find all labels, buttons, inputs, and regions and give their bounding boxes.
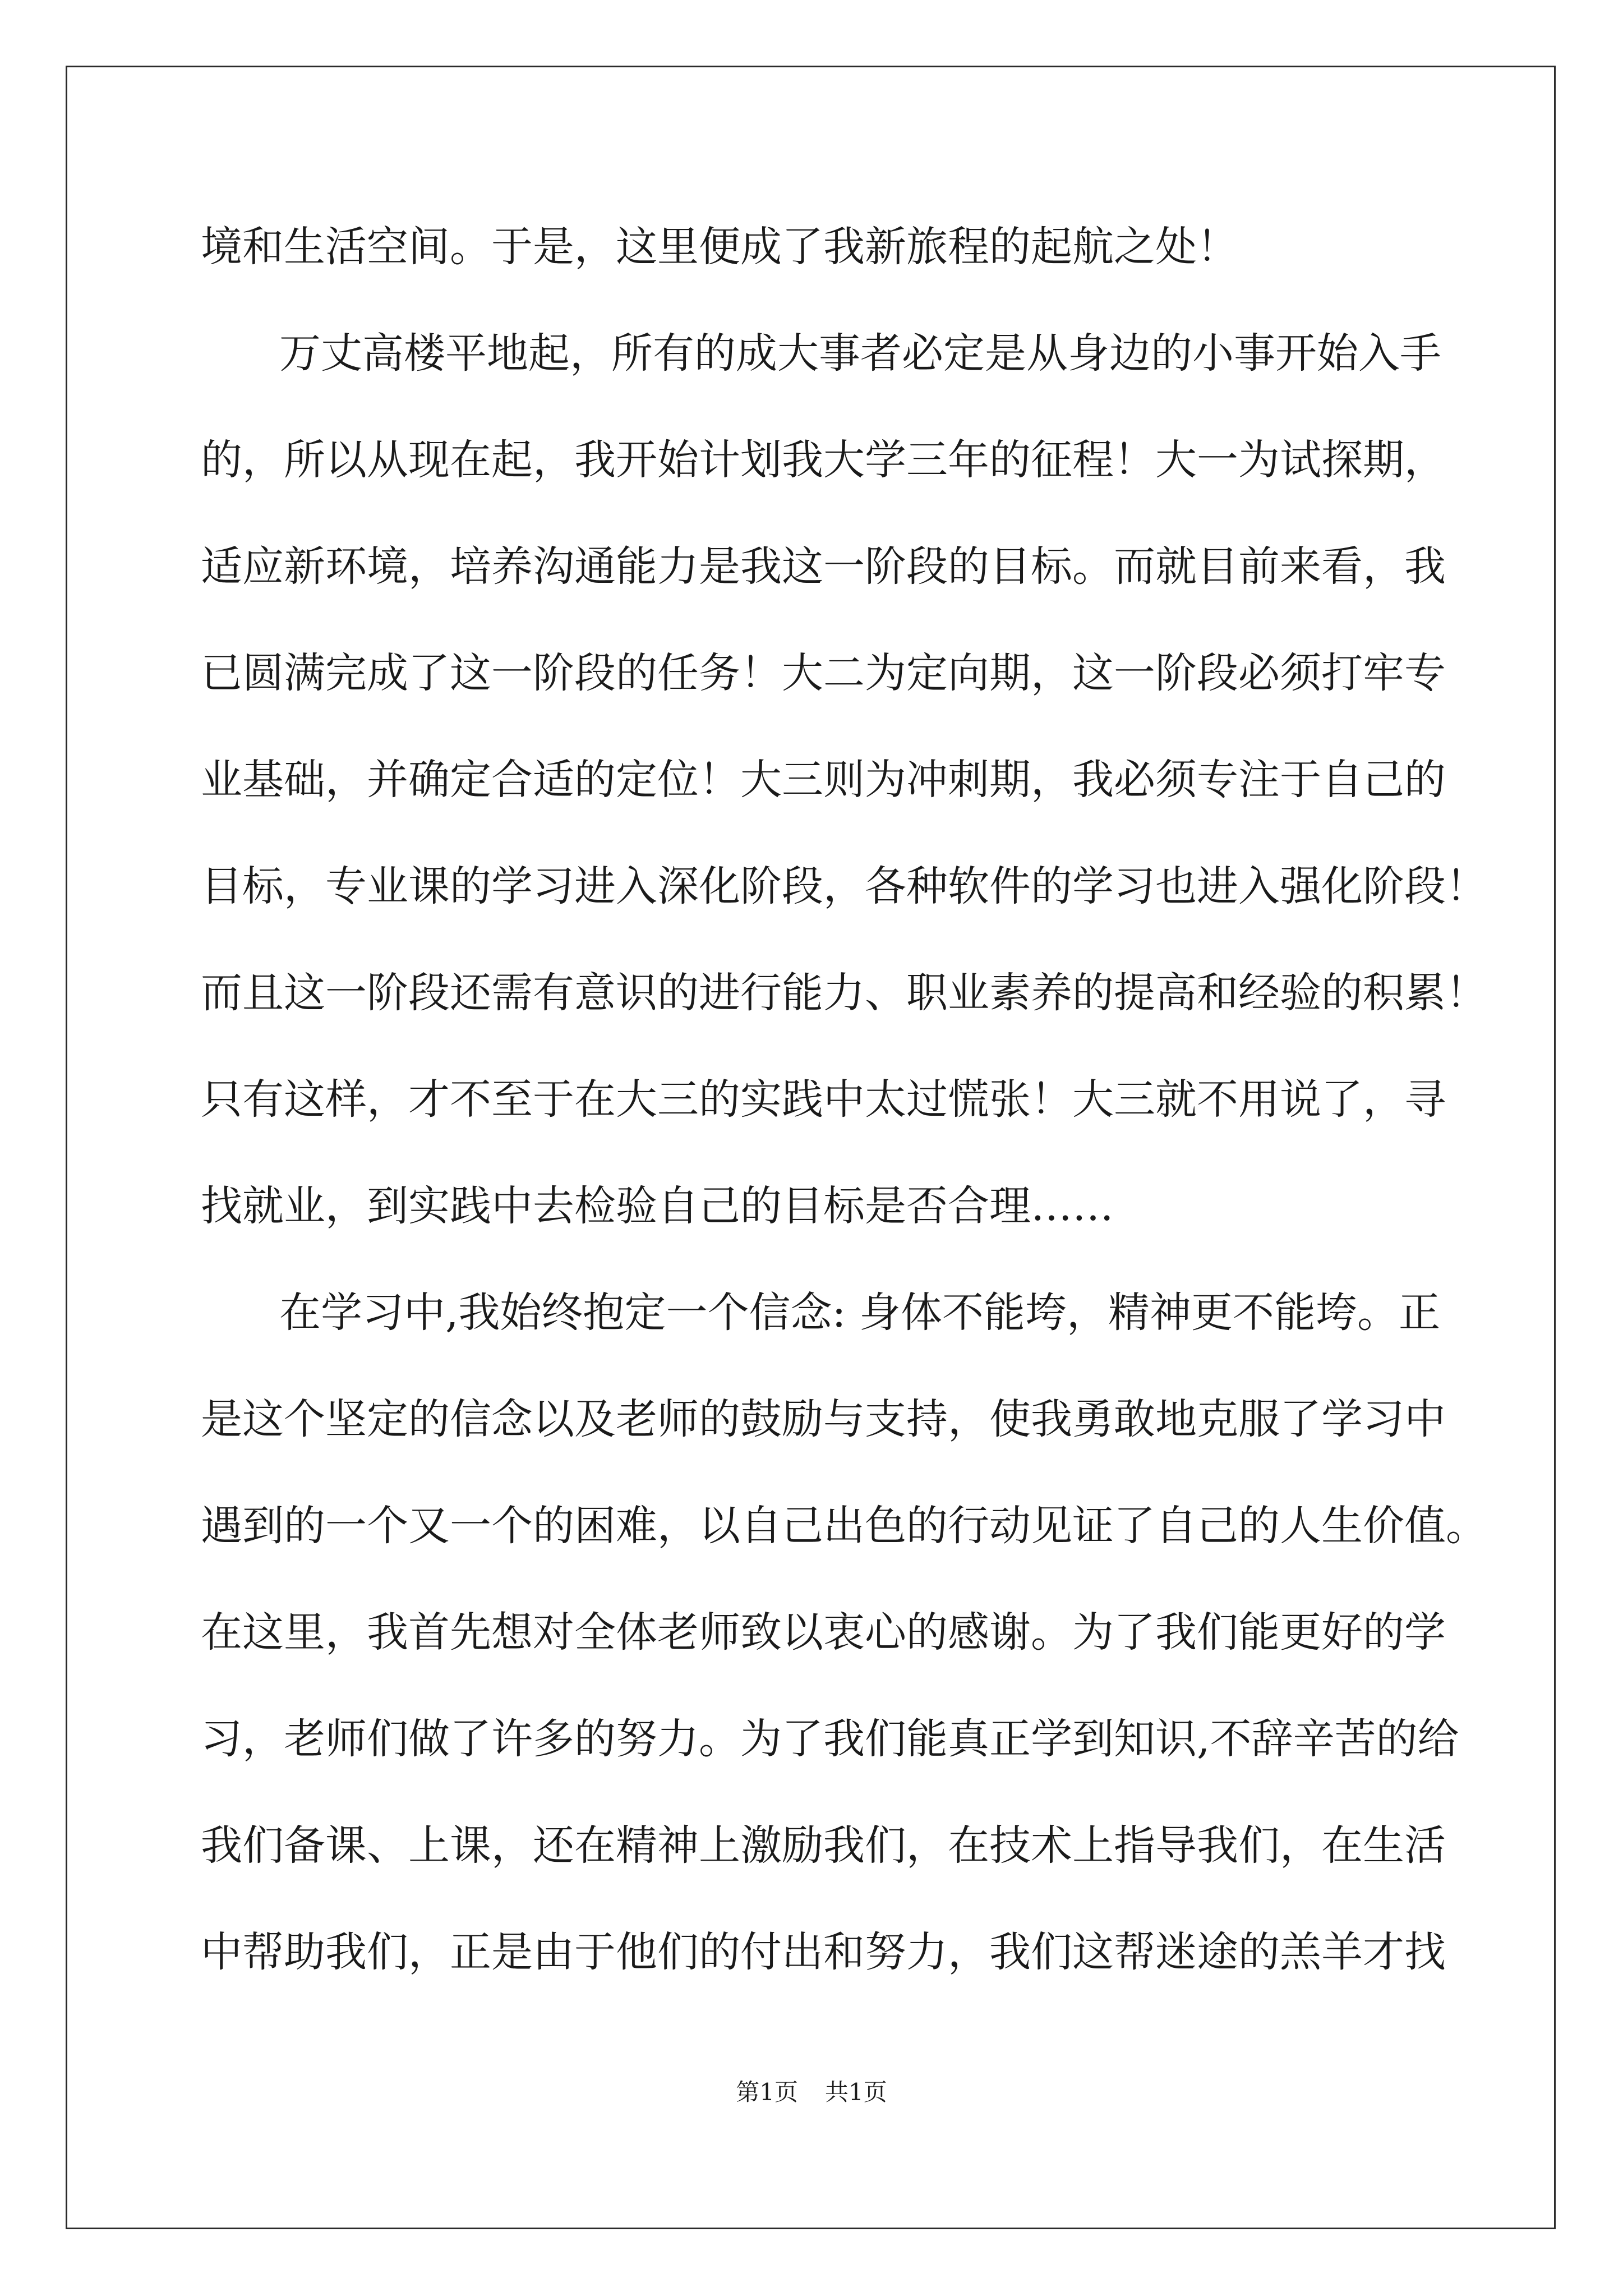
paragraph-3-line-1: 在学习中,我始终抱定一个信念: 身体不能垮，精神更不能垮。正 bbox=[279, 1289, 1440, 1337]
page-footer bbox=[0, 2076, 1623, 2109]
paragraph-3-line-2: 是这个坚定的信念以及老师的鼓励与支持，使我勇敢地克服了学习中 bbox=[201, 1395, 1446, 1443]
paragraph-3-line-6: 我们备课、上课，还在精神上激励我们，在技术上指导我们，在生活 bbox=[201, 1821, 1446, 1870]
paragraph-2-line-5: 业基础，并确定合适的定位！大三则为冲刺期，我必须专注于自己的 bbox=[201, 756, 1446, 804]
paragraph-2-line-3: 适应新环境，培养沟通能力是我这一阶段的目标。而就目前来看，我 bbox=[201, 542, 1446, 591]
paragraph-3-line-4: 在这里，我首先想对全体老师致以衷心的感谢。为了我们能更好的学 bbox=[201, 1608, 1446, 1657]
paragraph-3-line-5: 习，老师们做了许多的努力。为了我们能真正学到知识,不辞辛苦的给 bbox=[201, 1715, 1459, 1763]
paragraph-2-line-8: 只有这样，才不至于在大三的实践中太过慌张！大三就不用说了，寻 bbox=[201, 1075, 1446, 1124]
page-number: 第1页 bbox=[736, 2078, 798, 2106]
paragraph-2-line-9: 找就业，到实践中去检验自己的目标是否合理…… bbox=[201, 1182, 1114, 1230]
paragraph-2-line-2: 的，所以从现在起，我开始计划我大学三年的征程！大一为试探期， bbox=[201, 436, 1446, 484]
paragraph-3-line-7: 中帮助我们，正是由于他们的付出和努力，我们这帮迷途的羔羊才找 bbox=[201, 1928, 1446, 1976]
page-border bbox=[66, 66, 1556, 2229]
paragraph-1-line-1: 境和生活空间。于是，这里便成了我新旅程的起航之处！ bbox=[201, 223, 1238, 271]
paragraph-3-line-3: 遇到的一个又一个的困难，以自己出色的行动见证了自己的人生价值。 bbox=[201, 1502, 1487, 1550]
paragraph-2-line-1: 万丈高楼平地起，所有的成大事者必定是从身边的小事开始入手 bbox=[279, 329, 1441, 378]
paragraph-2-line-6: 目标，专业课的学习进入深化阶段，各种软件的学习也进入强化阶段！ bbox=[201, 862, 1487, 910]
page-total: 共1页 bbox=[825, 2078, 887, 2106]
paragraph-2-line-7: 而且这一阶段还需有意识的进行能力、职业素养的提高和经验的积累！ bbox=[201, 969, 1487, 1017]
paragraph-2-line-4: 已圆满完成了这一阶段的任务！大二为定向期，这一阶段必须打牢专 bbox=[201, 649, 1446, 697]
